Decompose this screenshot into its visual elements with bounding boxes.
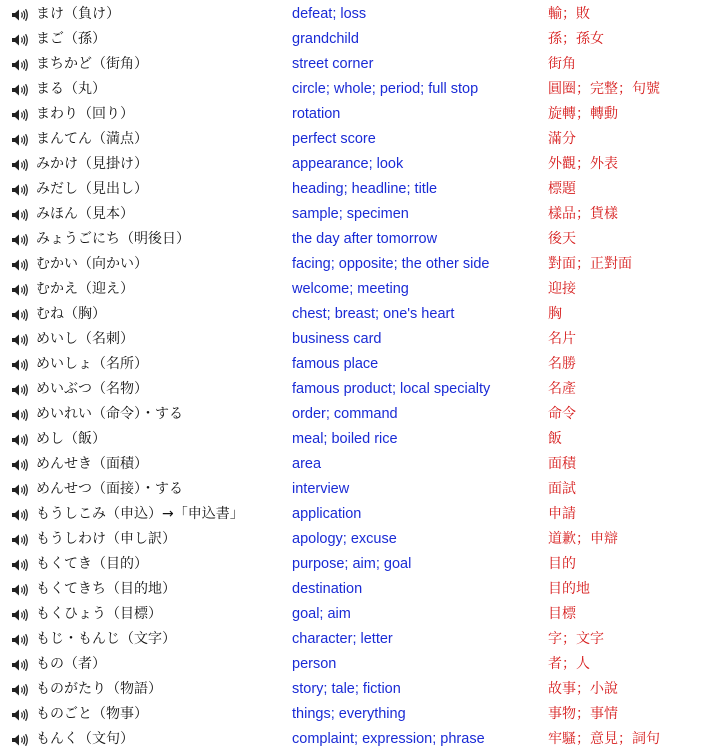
japanese-term: まわり（回り） <box>36 106 134 122</box>
chinese-meaning: 對面；正對面 <box>548 256 632 272</box>
japanese-term: みかけ（見掛け） <box>36 156 148 172</box>
chinese-meaning: 故事；小說 <box>548 681 618 697</box>
japanese-term: もうしこみ（申込）→「申込書」 <box>36 506 244 522</box>
vocab-row <box>0 677 720 702</box>
chinese-meaning: 後天 <box>548 231 576 247</box>
speaker-icon[interactable] <box>11 208 29 222</box>
vocab-row <box>0 152 720 177</box>
speaker-icon-graphic <box>11 108 29 122</box>
speaker-icon-graphic <box>11 58 29 72</box>
english-meaning: order; command <box>292 406 398 422</box>
speaker-icon[interactable] <box>11 633 29 647</box>
english-meaning: appearance; look <box>292 156 404 172</box>
speaker-icon[interactable] <box>11 583 29 597</box>
chinese-meaning: 者；人 <box>548 656 590 672</box>
speaker-icon-graphic <box>11 483 29 497</box>
english-meaning: business card <box>292 331 382 347</box>
speaker-icon-graphic <box>11 408 29 422</box>
english-meaning: perfect score <box>292 131 376 147</box>
speaker-icon[interactable] <box>11 658 29 672</box>
speaker-icon[interactable] <box>11 558 29 572</box>
speaker-icon-graphic <box>11 583 29 597</box>
chinese-meaning: 標題 <box>548 181 576 197</box>
english-meaning: person <box>292 656 337 672</box>
vocab-row <box>0 2 720 27</box>
vocab-row <box>0 177 720 202</box>
japanese-term: ものがたり（物語） <box>36 681 162 697</box>
japanese-term: めんせき（面積） <box>36 456 148 472</box>
vocab-row <box>0 402 720 427</box>
speaker-icon[interactable] <box>11 233 29 247</box>
chinese-meaning: 圓圈；完整；句號 <box>548 81 660 97</box>
vocab-row <box>0 502 720 527</box>
speaker-icon[interactable] <box>11 533 29 547</box>
japanese-term: もんく（文句） <box>36 731 134 747</box>
japanese-term: まんてん（満点） <box>36 131 148 147</box>
english-meaning: street corner <box>292 56 374 72</box>
vocab-row <box>0 52 720 77</box>
chinese-meaning: 目的地 <box>548 581 590 597</box>
chinese-meaning: 事物；事情 <box>548 706 618 722</box>
vocab-row <box>0 627 720 652</box>
chinese-meaning: 申請 <box>548 506 576 522</box>
speaker-icon[interactable] <box>11 133 29 147</box>
speaker-icon-graphic <box>11 683 29 697</box>
english-meaning: complaint; expression; phrase <box>292 731 485 747</box>
japanese-term: もじ・もんじ（文字） <box>36 631 176 647</box>
vocab-row <box>0 602 720 627</box>
chinese-meaning: 樣品；貨樣 <box>548 206 618 222</box>
speaker-icon-graphic <box>11 608 29 622</box>
speaker-icon[interactable] <box>11 158 29 172</box>
english-meaning: interview <box>292 481 350 497</box>
vocab-row <box>0 427 720 452</box>
speaker-icon[interactable] <box>11 708 29 722</box>
japanese-term: もくてきち（目的地） <box>36 581 176 597</box>
speaker-icon[interactable] <box>11 733 29 747</box>
speaker-icon[interactable] <box>11 108 29 122</box>
english-meaning: welcome; meeting <box>292 281 409 297</box>
english-meaning: rotation <box>292 106 341 122</box>
speaker-icon[interactable] <box>11 483 29 497</box>
vocab-row <box>0 577 720 602</box>
vocab-row <box>0 652 720 677</box>
vocab-row <box>0 727 720 752</box>
chinese-meaning: 孫；孫女 <box>548 31 604 47</box>
japanese-term: めいしょ（名所） <box>36 356 148 372</box>
japanese-term: めし（飯） <box>36 431 106 447</box>
speaker-icon[interactable] <box>11 508 29 522</box>
japanese-term: めいぶつ（名物） <box>36 381 148 397</box>
speaker-icon[interactable] <box>11 458 29 472</box>
chinese-meaning: 名勝 <box>548 356 576 372</box>
japanese-term: まご（孫） <box>36 31 106 47</box>
chinese-meaning: 迎接 <box>548 281 576 297</box>
chinese-meaning: 命令 <box>548 406 576 422</box>
japanese-term: みだし（見出し） <box>36 181 148 197</box>
speaker-icon-graphic <box>11 8 29 22</box>
japanese-term: もくてき（目的） <box>36 556 148 572</box>
speaker-icon[interactable] <box>11 8 29 22</box>
japanese-term: もくひょう（目標） <box>36 606 162 622</box>
japanese-term: みほん（見本） <box>36 206 134 222</box>
vocab-row <box>0 702 720 727</box>
english-meaning: defeat; loss <box>292 6 367 22</box>
speaker-icon[interactable] <box>11 258 29 272</box>
english-meaning: the day after tomorrow <box>292 231 438 247</box>
speaker-icon-graphic <box>11 283 29 297</box>
japanese-term: めいし（名刺） <box>36 331 134 347</box>
speaker-icon-graphic <box>11 33 29 47</box>
english-meaning: sample; specimen <box>292 206 409 222</box>
chinese-meaning: 目標 <box>548 606 576 622</box>
speaker-icon-graphic <box>11 633 29 647</box>
chinese-meaning: 旋轉；轉動 <box>548 106 618 122</box>
vocab-row <box>0 452 720 477</box>
speaker-icon[interactable] <box>11 333 29 347</box>
speaker-icon-graphic <box>11 183 29 197</box>
japanese-term: みょうごにち（明後日） <box>36 231 190 247</box>
speaker-icon-graphic <box>11 708 29 722</box>
speaker-icon[interactable] <box>11 358 29 372</box>
vocab-row <box>0 377 720 402</box>
chinese-meaning: 牢騷；意見；詞句 <box>548 731 660 747</box>
vocab-row <box>0 227 720 252</box>
speaker-icon[interactable] <box>11 183 29 197</box>
japanese-term: めいれい（命令）・する <box>36 406 183 422</box>
english-meaning: area <box>292 456 322 472</box>
speaker-icon-graphic <box>11 533 29 547</box>
speaker-icon[interactable] <box>11 433 29 447</box>
speaker-icon-graphic <box>11 233 29 247</box>
japanese-term: めんせつ（面接）・する <box>36 481 183 497</box>
chinese-meaning: 外觀；外表 <box>548 156 618 172</box>
japanese-term: まちかど（街角） <box>36 56 148 72</box>
japanese-term: もの（者） <box>36 656 106 672</box>
english-meaning: application <box>292 506 362 522</box>
vocab-row <box>0 77 720 102</box>
speaker-icon[interactable] <box>11 308 29 322</box>
speaker-icon[interactable] <box>11 608 29 622</box>
english-meaning: goal; aim <box>292 606 351 622</box>
vocab-row <box>0 327 720 352</box>
english-meaning: famous place <box>292 356 379 372</box>
japanese-term: もうしわけ（申し訳） <box>36 531 176 547</box>
japanese-term: むかい（向かい） <box>36 256 148 272</box>
vocab-row <box>0 27 720 52</box>
english-meaning: facing; opposite; the other side <box>292 256 490 272</box>
chinese-meaning: 胸 <box>548 306 562 322</box>
speaker-icon-graphic <box>11 733 29 747</box>
japanese-term: ものごと（物事） <box>36 706 148 722</box>
speaker-icon[interactable] <box>11 33 29 47</box>
chinese-meaning: 道歉；申辯 <box>548 531 618 547</box>
english-meaning: circle; whole; period; full stop <box>292 81 479 97</box>
speaker-icon[interactable] <box>11 408 29 422</box>
speaker-icon-graphic <box>11 158 29 172</box>
vocab-row <box>0 352 720 377</box>
english-meaning: meal; boiled rice <box>292 431 398 447</box>
chinese-meaning: 面試 <box>548 481 576 497</box>
vocab-row <box>0 102 720 127</box>
english-meaning: character; letter <box>292 631 393 647</box>
chinese-meaning: 滿分 <box>548 131 576 147</box>
speaker-icon-graphic <box>11 383 29 397</box>
chinese-meaning: 名片 <box>548 331 576 347</box>
speaker-icon-graphic <box>11 558 29 572</box>
japanese-term: むね（胸） <box>36 306 106 322</box>
vocab-row <box>0 252 720 277</box>
japanese-term: むかえ（迎え） <box>36 281 134 297</box>
japanese-term: まけ（負け） <box>36 6 120 22</box>
speaker-icon[interactable] <box>11 58 29 72</box>
speaker-icon-graphic <box>11 658 29 672</box>
speaker-icon[interactable] <box>11 83 29 97</box>
speaker-icon-graphic <box>11 208 29 222</box>
english-meaning: grandchild <box>292 31 359 47</box>
speaker-icon-graphic <box>11 508 29 522</box>
speaker-icon-graphic <box>11 83 29 97</box>
speaker-icon-graphic <box>11 258 29 272</box>
speaker-icon-graphic <box>11 433 29 447</box>
speaker-icon[interactable] <box>11 383 29 397</box>
chinese-meaning: 名產 <box>548 381 576 397</box>
english-meaning: story; tale; fiction <box>292 681 401 697</box>
english-meaning: destination <box>292 581 363 597</box>
english-meaning: apology; excuse <box>292 531 397 547</box>
chinese-meaning: 輸；敗 <box>548 6 590 22</box>
speaker-icon[interactable] <box>11 683 29 697</box>
speaker-icon-graphic <box>11 308 29 322</box>
english-meaning: heading; headline; title <box>292 181 438 197</box>
chinese-meaning: 目的 <box>548 556 576 572</box>
speaker-icon-graphic <box>11 358 29 372</box>
chinese-meaning: 面積 <box>548 456 576 472</box>
speaker-icon-graphic <box>11 333 29 347</box>
speaker-icon-graphic <box>11 133 29 147</box>
english-meaning: purpose; aim; goal <box>292 556 412 572</box>
chinese-meaning: 字；文字 <box>548 631 604 647</box>
chinese-meaning: 飯 <box>548 431 562 447</box>
vocab-row <box>0 527 720 552</box>
vocab-row <box>0 277 720 302</box>
vocab-row <box>0 127 720 152</box>
english-meaning: chest; breast; one's heart <box>292 306 455 322</box>
speaker-icon-graphic <box>11 458 29 472</box>
vocab-row <box>0 477 720 502</box>
japanese-term: まる（丸） <box>36 81 106 97</box>
vocab-row <box>0 552 720 577</box>
chinese-meaning: 街角 <box>548 56 576 72</box>
vocab-row <box>0 302 720 327</box>
english-meaning: famous product; local specialty <box>292 381 491 397</box>
english-meaning: things; everything <box>292 706 406 722</box>
speaker-icon[interactable] <box>11 283 29 297</box>
vocab-row <box>0 202 720 227</box>
